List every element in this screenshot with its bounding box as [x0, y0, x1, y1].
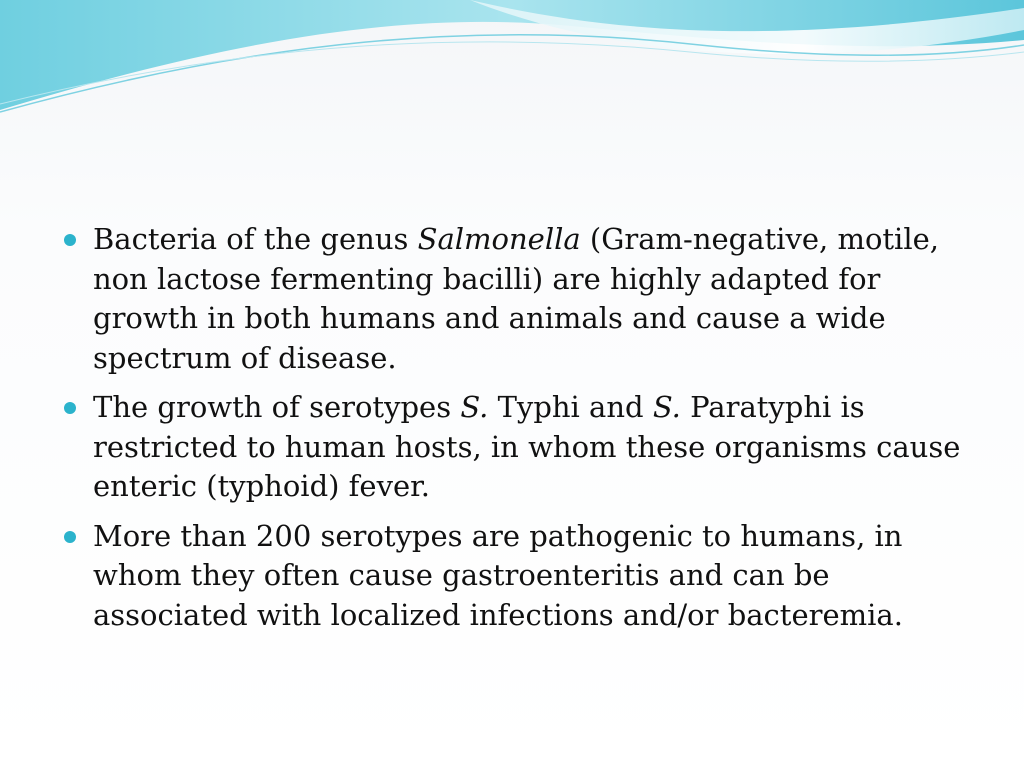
italic-term: S. — [460, 390, 489, 424]
italic-term: Salmonella — [417, 222, 581, 256]
text-run: (Gram-negative, motile, non lactose fermenting bacilli) are highly adapted for growth in both humans and animals and cause a wide spectrum of disease. — [93, 222, 939, 375]
text-run: The growth of serotypes — [93, 390, 461, 424]
bullet-dot-icon — [64, 402, 76, 414]
text-run: Typhi and — [488, 390, 653, 424]
bullet-list — [62, 220, 972, 635]
text-run: Bacteria of the genus — [93, 222, 418, 256]
bullet-item — [62, 388, 972, 507]
bullet-dot-icon — [64, 234, 76, 246]
bullet-text — [93, 519, 903, 632]
header-wave-decoration — [0, 0, 1024, 130]
slide-body — [62, 220, 972, 645]
bullet-dot-icon — [64, 531, 76, 543]
bullet-item — [62, 220, 972, 378]
italic-term: S. — [652, 390, 681, 424]
bullet-item — [62, 517, 972, 636]
bullet-text — [93, 222, 939, 375]
text-run: Paratyphi is restricted to human hosts, in whom these organisms cause enteric (typhoid) fever. — [93, 390, 961, 503]
text-run: More than 200 serotypes are pathogenic to humans, in whom they often cause gastroenteritis and can be associated with localized infections and/or bacteremia. — [93, 518, 903, 632]
bullet-text — [93, 390, 960, 503]
